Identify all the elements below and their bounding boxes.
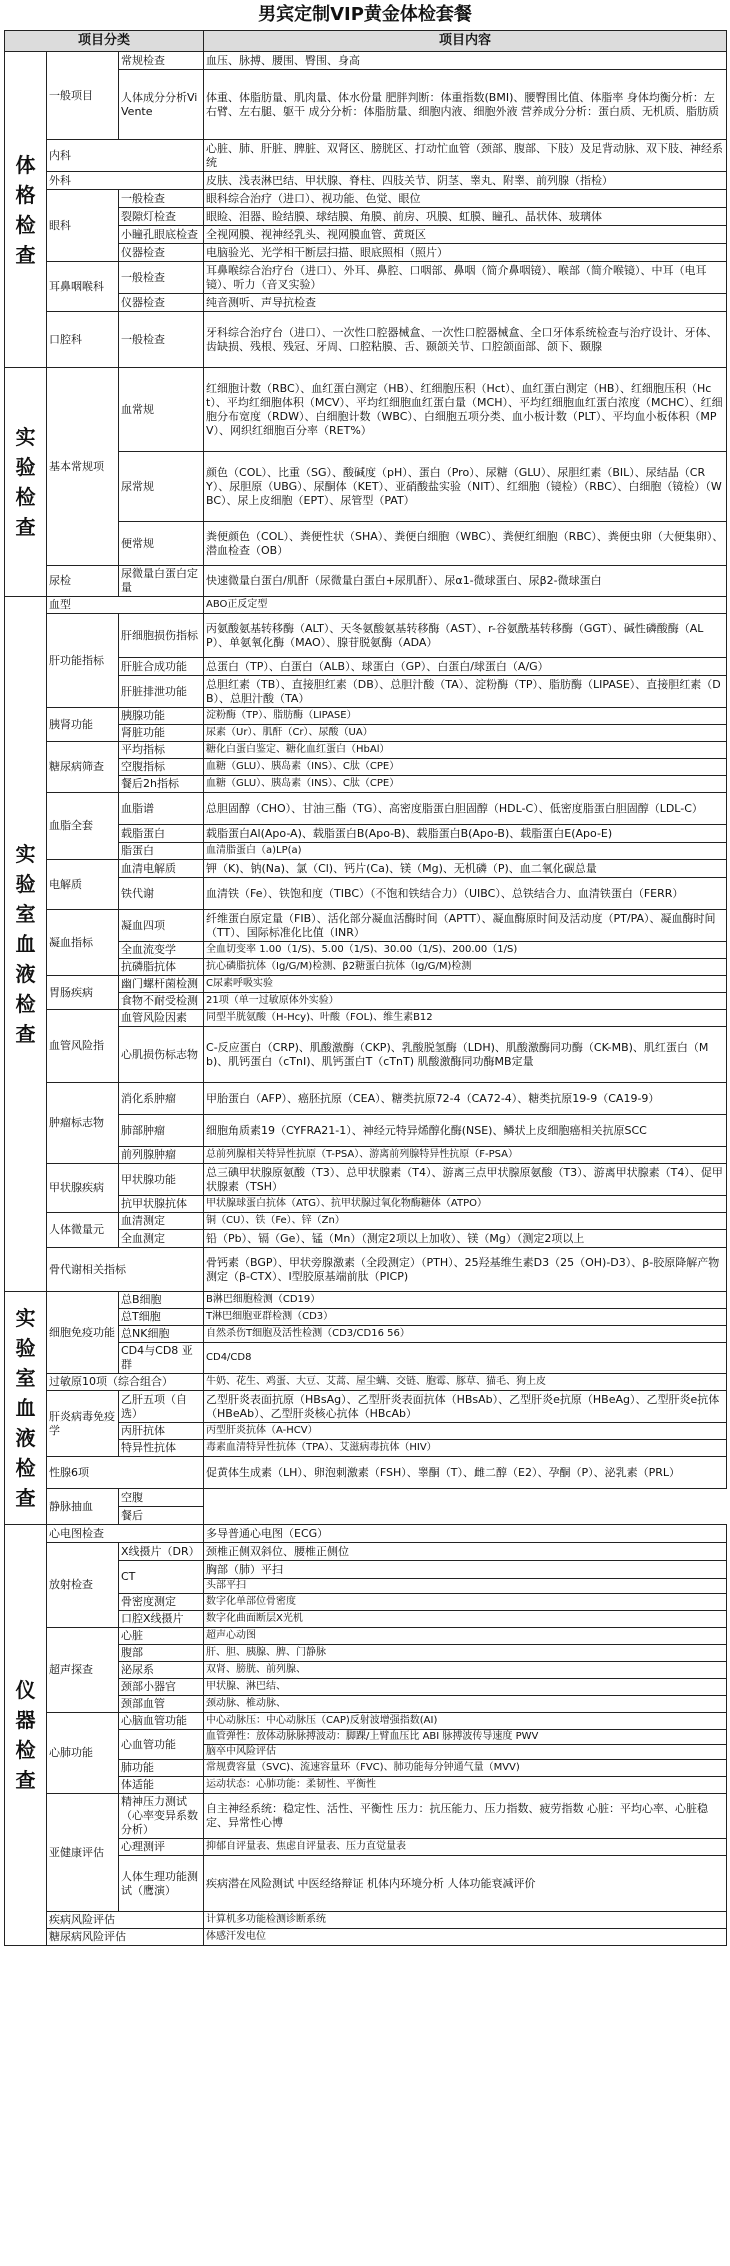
content-cell: 皮肤、浅表淋巴结、甲状腺、脊柱、四肢关节、阴茎、睾丸、附睾、前列腺（指检） <box>204 172 727 190</box>
item-cell: 总NK细胞 <box>119 1326 204 1343</box>
table-row <box>5 1713 727 1730</box>
table-row <box>5 1010 727 1027</box>
item-cell: 全血流变学 <box>119 942 204 959</box>
item-cell: 甲状腺功能 <box>119 1164 204 1196</box>
item-cell: 空腹指标 <box>119 759 204 776</box>
item-cell: 血常规 <box>119 368 204 452</box>
content-cell: 运动状态：心肺功能：柔韧性、平衡性 <box>204 1777 727 1794</box>
item-cell: 仪器检查 <box>119 244 204 262</box>
header-content: 项目内容 <box>204 31 727 52</box>
item-cell: 平均指标 <box>119 742 204 759</box>
subcategory-cell: 尿检 <box>47 566 119 597</box>
table-row <box>5 312 727 368</box>
content-cell: 同型半胱氨酸（H-Hcy)、叶酸（FOL)、维生素B12 <box>204 1010 727 1027</box>
subcategory-cell: 性腺6项 <box>47 1457 204 1489</box>
content-cell: 颈椎正侧双斜位、腰椎正侧位 <box>204 1543 727 1561</box>
item-cell: 前列腺肿瘤 <box>119 1147 204 1164</box>
item-cell: CD4与CD8 亚群 <box>119 1343 204 1374</box>
content-cell: 颈动脉、椎动脉、 <box>204 1696 727 1713</box>
item-cell: 总T细胞 <box>119 1309 204 1326</box>
item-cell: 颈部血管 <box>119 1696 204 1713</box>
table-row <box>5 1929 727 1946</box>
document <box>4 0 726 1946</box>
item-cell: 腹部 <box>119 1645 204 1662</box>
table-row <box>5 140 727 172</box>
content-cell: 淀粉酶（TP）、脂肪酶（LIPASE） <box>204 708 727 725</box>
content-cell: 电脑验光、光学相干断层扫描、眼底照相（照片） <box>204 244 727 262</box>
subcategory-cell: 甲状腺疾病 <box>47 1164 119 1213</box>
content-cell: 体重、体脂肪量、肌肉量、体水份量 肥胖判断：体重指数(BMI)、腰臀围比值、体脂率 身体均衡分析：左右臂、左右腿、躯干 成分分析：体脂肪量、细胞内液、细胞外液 营养成分分析：蛋白质、无机质、脂肪质 <box>204 70 727 140</box>
content-cell: 毒素血清特异性抗体（TPA）、艾滋病毒抗体（HIV） <box>204 1440 727 1457</box>
item-cell: 抗甲状腺抗体 <box>119 1196 204 1213</box>
subcategory-cell: 胃肠疾病 <box>47 976 119 1010</box>
content-cell: 体感汗发电位 <box>204 1929 727 1946</box>
table-row <box>5 172 727 190</box>
subcategory-cell: 血脂全套 <box>47 793 119 860</box>
item-cell: 总B细胞 <box>119 1292 204 1309</box>
item-cell: 人体生理功能测试（鹰演） <box>119 1856 204 1912</box>
content-cell: 血清脂蛋白（a)LP(a) <box>204 843 727 860</box>
item-cell: 裂隙灯检查 <box>119 208 204 226</box>
content-cell: B淋巴细胞检测（CD19） <box>204 1292 727 1309</box>
item-cell: 载脂蛋白 <box>119 825 204 843</box>
item-cell: CT <box>119 1561 204 1594</box>
subcategory-cell: 细胞免疫功能 <box>47 1292 119 1374</box>
item-cell: 尿常规 <box>119 452 204 522</box>
content-cell: 总前列腺相关特异性抗原（T-PSA）、游离前列腺特异性抗原（F-PSA） <box>204 1147 727 1164</box>
table-row <box>5 190 727 208</box>
table-row <box>5 1164 727 1196</box>
item-cell: 骨密度测定 <box>119 1594 204 1611</box>
item-cell: 血清电解质 <box>119 860 204 878</box>
item-cell: 丙肝抗体 <box>119 1423 204 1440</box>
subcategory-cell: 亚健康评估 <box>47 1794 119 1912</box>
content-cell: 耳鼻喉综合治疗台（进口）、外耳、鼻腔、口咽部、鼻咽（简介鼻咽镜）、喉部（简介喉镜）、中耳（电耳镜）、听力（音叉实验） <box>204 262 727 294</box>
item-cell: 一般检查 <box>119 262 204 294</box>
item-cell: 脂蛋白 <box>119 843 204 860</box>
subcategory-cell: 耳鼻咽喉科 <box>47 262 119 312</box>
content-cell: 载脂蛋白Al(Apo-A)、载脂蛋白B(Apo-B)、载脂蛋白B(Apo-B)、载脂蛋白E(Apo-E) <box>204 825 727 843</box>
item-cell: 肺功能 <box>119 1760 204 1777</box>
item-cell: 心理测评 <box>119 1839 204 1856</box>
item-cell: 肝脏合成功能 <box>119 658 204 676</box>
content-cell: 纤维蛋白原定量（FIB）、活化部分凝血活酶时间（APTT）、凝血酶原时间及活动度（PT/PA）、凝血酶时间（TT）、国际标准化比值（INR） <box>204 910 727 942</box>
item-cell: 血清测定 <box>119 1213 204 1230</box>
content-cell: 常规费容量（SVC)、流速容量环（FVC)、肺功能每分钟通气量（MVV) <box>204 1760 727 1777</box>
table-row <box>5 742 727 759</box>
subcategory-cell: 疾病风险评估 <box>47 1912 204 1929</box>
table-row <box>5 597 727 614</box>
subcategory-cell: 放射检查 <box>47 1543 119 1628</box>
subcategory-cell: 一般项目 <box>47 52 119 140</box>
table-header-row <box>5 31 727 52</box>
content-cell: 总三碘甲状腺原氨酸（T3）、总甲状腺素（T4）、游离三点甲状腺原氨酸（T3）、游离甲状腺素（T4）、促甲状腺素（TSH） <box>204 1164 727 1196</box>
content-cell: 自然杀伤T细胞及活性检测（CD3/CD16 56） <box>204 1326 727 1343</box>
table-row <box>5 1213 727 1230</box>
subcategory-cell: 胰肾功能 <box>47 708 119 742</box>
table-row <box>5 910 727 942</box>
subcategory-cell: 心电图检查 <box>47 1525 204 1543</box>
subcategory-cell: 糖尿病风险评估 <box>47 1929 204 1946</box>
content-cell: 数字化单部位骨密度 <box>204 1594 727 1611</box>
subcategory-cell: 静脉抽血 <box>47 1489 119 1525</box>
item-cell: 常规检查 <box>119 52 204 70</box>
content-cell: 颜色（COL）、比重（SG）、酸碱度（pH）、蛋白（Pro）、尿糖（GLU）、尿胆红素（BIL）、尿结晶（CRY）、尿胆原（UBG）、尿酮体（KET）、亚硝酸盐实验（NIT）、红细胞（镜检）（RBC）、白细胞（镜检）（WBC）、尿上皮细胞（EPT）、尿管型（PAT） <box>204 452 727 522</box>
section-label <box>5 1525 47 1946</box>
item-cell: 泌尿系 <box>119 1662 204 1679</box>
item-cell: 心脏 <box>119 1628 204 1645</box>
content-cell: 粪便颜色（COL）、粪便性状（SHA）、粪便白细胞（WBC）、粪便红细胞（RBC）、粪便虫卵（大便集卵）、潜血检查（OB） <box>204 522 727 566</box>
content-cell: 甲胎蛋白（AFP）、癌胚抗原（CEA）、糖类抗原72-4（CA72-4）、糖类抗原19-9（CA19-9） <box>204 1083 727 1115</box>
table-row <box>5 1374 727 1391</box>
item-cell: 肺部肿瘤 <box>119 1115 204 1147</box>
content-cell: 抗心磷脂抗体（Ig/G/M)检测、β2糖蛋白抗体（Ig/G/M)检测 <box>204 959 727 976</box>
content-cell: 自主神经系统：稳定性、活性、平衡性 压力：抗压能力、压力指数、疲劳指数 心脏：平均心率、心脏稳定、异常性心博 <box>204 1794 727 1839</box>
content-cell: 多导普通心电图（ECG） <box>204 1525 727 1543</box>
content-cell: 快速微量白蛋白/肌酐（尿微量白蛋白+尿肌酐）、尿α1-微球蛋白、尿β2-微球蛋白 <box>204 566 727 597</box>
package-table <box>4 30 727 1946</box>
item-cell: 便常规 <box>119 522 204 566</box>
content-cell: 细胞角质素19（CYFRA21-1）、神经元特异烯醇化酶(NSE)、鳞状上皮细胞癌相关抗原SCC <box>204 1115 727 1147</box>
table-row <box>5 614 727 658</box>
subcategory-cell: 肝炎病毒免疫学 <box>47 1391 119 1457</box>
content-cell: 甲状腺、淋巴结、 <box>204 1679 727 1696</box>
content-cell: 全视网膜、视神经乳头、视网膜血管、黄斑区 <box>204 226 727 244</box>
subcategory-cell: 糖尿病筛查 <box>47 742 119 793</box>
item-cell: 小瞳孔眼底检查 <box>119 226 204 244</box>
table-row <box>5 860 727 878</box>
item-cell: 肝细胞损伤指标 <box>119 614 204 658</box>
item-cell: 餐后2h指标 <box>119 776 204 793</box>
content-cell: 血管弹性：放体动脉脉搏波动：脚踝/上臂血压比 ABI 脉搏波传导速度 PWV <box>204 1730 727 1745</box>
content-cell: 骨钙素（BGP）、甲状旁腺激素（全段测定）（PTH）、25羟基维生素D3（25（OH)-D3）、β-胶原降解产物测定（β-CTX）、Ⅰ型胶原基端前肽（PICP) <box>204 1248 727 1292</box>
content-cell: T淋巴细胞亚群检测（CD3） <box>204 1309 727 1326</box>
item-cell: 肝脏排泄功能 <box>119 676 204 708</box>
content-cell: 超声心动图 <box>204 1628 727 1645</box>
table-row <box>5 1457 727 1489</box>
page-title: 男宾定制VIP黄金体检套餐 <box>258 4 472 25</box>
content-cell: 红细胞计数（RBC）、血红蛋白测定（HB）、红细胞压积（Hct）、血红蛋白测定（HB）、红细胞压积（Hct）、平均红细胞体积（MCV）、平均红细胞血红蛋白量（MCH）、平均红细胞血红蛋白浓度（MCHC）、红细胞分布宽度（RDW）、白细胞计数（WBC）、白细胞五项分类、血小板计数（PLT）、平均血小板体积（MPV）、网织红细胞百分率（RET%） <box>204 368 727 452</box>
content-cell: 总胆红素（TB）、直接胆红素（DB）、总胆汁酸（TA）、淀粉酶（TP）、脂肪酶（LIPASE）、直接胆红素（DB）、总胆汁酸（TA） <box>204 676 727 708</box>
item-cell: 体适能 <box>119 1777 204 1794</box>
item-cell: 心脑血管功能 <box>119 1713 204 1730</box>
table-row <box>5 976 727 993</box>
subcategory-cell: 骨代谢相关指标 <box>47 1248 204 1292</box>
content-cell: 丙氨酸氨基转移酶（ALT）、天冬氨酸氨基转移酶（AST）、r-谷氨酰基转移酶（GGT）、碱性磷酸酶（ALP）、单氨氧化酶（MAO）、腺苷脱氨酶（ADA） <box>204 614 727 658</box>
table-row <box>5 52 727 70</box>
content-cell: 血糖（GLU）、胰岛素（INS）、C肽（CPE） <box>204 776 727 793</box>
item-cell: 血脂谱 <box>119 793 204 825</box>
item-cell: 颈部小器官 <box>119 1679 204 1696</box>
content-cell: 心脏、肺、肝脏、脾脏、双肾区、膀胱区、打动忙血管（颈部、腹部、下肢）及足背动脉、双下肢、神经系统 <box>204 140 727 172</box>
content-cell: ABO正反定型 <box>204 597 727 614</box>
table-row <box>5 1794 727 1839</box>
section-name: 实验室血液检查 <box>15 1306 36 1510</box>
content-cell: 铜（CU）、铁（Fe）、锌（Zn） <box>204 1213 727 1230</box>
section-label <box>5 597 47 1292</box>
content-cell: 牛奶、花生、鸡蛋、大豆、艾蒿、屋尘螨、交链、胞霉、豚草、猫毛、狗上皮 <box>204 1374 727 1391</box>
subcategory-cell: 人体微量元 <box>47 1213 119 1248</box>
table-row <box>5 708 727 725</box>
content-cell: 甲状腺球蛋白抗体（ATG）、抗甲状腺过氧化物酶糖体（ATPO） <box>204 1196 727 1213</box>
item-cell: 铁代谢 <box>119 878 204 910</box>
content-cell: 肝、胆、胰腺、脾、门静脉 <box>204 1645 727 1662</box>
item-cell: 抗磷脂抗体 <box>119 959 204 976</box>
item-cell: 乙肝五项（自选） <box>119 1391 204 1423</box>
table-row <box>5 1628 727 1645</box>
content-cell: 胸部（肺）平扫 <box>204 1561 727 1579</box>
item-cell: 幽门螺杆菌检测 <box>119 976 204 993</box>
content-cell: 血糖（GLU）、胰岛素（INS）、C肽（CPE） <box>204 759 727 776</box>
section-label <box>5 52 47 368</box>
table-row <box>5 262 727 294</box>
content-cell: 糖化白蛋白鉴定、糖化血红蛋白（HbAl） <box>204 742 727 759</box>
content-cell: CD4/CD8 <box>204 1343 727 1374</box>
table-row <box>5 1489 727 1507</box>
table-row <box>5 1912 727 1929</box>
content-cell: 21项（单一过敏原体外实验） <box>204 993 727 1010</box>
subcategory-cell: 眼科 <box>47 190 119 262</box>
table-row <box>5 1292 727 1309</box>
section-name: 体格检查 <box>15 152 36 267</box>
subcategory-cell: 血管风险指 <box>47 1010 119 1083</box>
subcategory-cell: 肿瘤标志物 <box>47 1083 119 1164</box>
subcategory-cell: 电解质 <box>47 860 119 910</box>
table-row <box>5 566 727 597</box>
section-name: 仪器检查 <box>15 1678 36 1792</box>
content-cell: C-反应蛋白（CRP)、肌酸激酶（CKP)、乳酸脱氢酶（LDH)、肌酸激酶同功酶（CK-MB)、肌红蛋白（Mb)、肌钙蛋白（cTnI)、肌钙蛋白T（cTnT) 肌酸激酶同功酶MB定量 <box>204 1027 727 1083</box>
item-cell: 尿微量白蛋白定量 <box>119 566 204 597</box>
item-cell: 特异性抗体 <box>119 1440 204 1457</box>
table-row <box>5 1391 727 1423</box>
subcategory-cell: 口腔科 <box>47 312 119 368</box>
item-cell: 人体成分分析ViVente <box>119 70 204 140</box>
item-cell: 食物不耐受检测 <box>119 993 204 1010</box>
section-label <box>5 1292 47 1525</box>
content-cell: 全血切变率 1.00（1/S)、5.00（1/S)、30.00（1/S)、200.00（1/S) <box>204 942 727 959</box>
content-cell: 眼睑、泪器、睑结膜、球结膜、角膜、前房、巩膜、虹膜、瞳孔、晶状体、玻璃体 <box>204 208 727 226</box>
content-cell: 餐后 <box>119 1507 204 1525</box>
section-name: 实验室血液检查 <box>15 842 36 1046</box>
subcategory-cell: 凝血指标 <box>47 910 119 976</box>
subcategory-cell: 内科 <box>47 140 204 172</box>
content-cell: 牙科综合治疗台（进口）、一次性口腔器械盒、一次性口腔器械盒、全口牙体系统检查与治疗设计、牙体、齿缺损、残根、残冠、牙周、口腔粘膜、舌、颞颌关节、口腔颌面部、颌下、颞腺 <box>204 312 727 368</box>
content-cell: 总胆固醇（CHO）、甘油三酯（TG）、高密度脂蛋白胆固醇（HDL-C）、低密度脂蛋白胆固醇（LDL-C） <box>204 793 727 825</box>
item-cell: 肾脏功能 <box>119 725 204 742</box>
content-cell: 丙型肝炎抗体（A-HCV） <box>204 1423 727 1440</box>
subcategory-cell: 超声探查 <box>47 1628 119 1713</box>
content-cell: 疾病潜在风险测试 中医经络辩证 机体内环境分析 人体功能衰减评价 <box>204 1856 727 1912</box>
item-cell: 凝血四项 <box>119 910 204 942</box>
item-cell: 全血测定 <box>119 1230 204 1248</box>
table-row <box>5 793 727 825</box>
subcategory-cell: 外科 <box>47 172 204 190</box>
content-cell: 双肾、膀胱、前列腺、 <box>204 1662 727 1679</box>
content-cell: 空腹 <box>119 1489 204 1507</box>
content-cell: 眼科综合治疗（进口）、视功能、色觉、眼位 <box>204 190 727 208</box>
item-cell: 心肌损伤标志物 <box>119 1027 204 1083</box>
content-cell: 尿素（Ur）、肌酐（Cr）、尿酸（UA） <box>204 725 727 742</box>
content-cell: 血压、脉搏、腰围、臀围、身高 <box>204 52 727 70</box>
content-cell: 钾（K)、钠(Na)、氯（Cl)、钙片(Ca)、镁（Mg)、无机磷（P)、血二氧化碳总量 <box>204 860 727 878</box>
content-cell: 纯音测听、声导抗检查 <box>204 294 727 312</box>
content-cell: 中心动脉压：中心动脉压（CAP)反射波增强指数(AI) <box>204 1713 727 1730</box>
item-cell: 消化系肿瘤 <box>119 1083 204 1115</box>
table-row <box>5 1248 727 1292</box>
item-cell: X线摄片（DR） <box>119 1543 204 1561</box>
content-cell: 数字化曲面断层X光机 <box>204 1611 727 1628</box>
content-cell: 血清铁（Fe）、铁饱和度（TIBC）（不饱和铁结合力）（UIBC）、总铁结合力、血清铁蛋白（FERR） <box>204 878 727 910</box>
content-cell: 头部平扫 <box>204 1579 727 1594</box>
table-row <box>5 368 727 452</box>
item-cell: 仪器检查 <box>119 294 204 312</box>
item-cell: 一般检查 <box>119 190 204 208</box>
table-row <box>5 1543 727 1561</box>
content-cell: 抑郁自评量表、焦虑自评量表、压力直觉量表 <box>204 1839 727 1856</box>
table-row <box>5 1525 727 1543</box>
item-cell: 一般检查 <box>119 312 204 368</box>
subcategory-cell: 血型 <box>47 597 204 614</box>
item-cell: 血管风险因素 <box>119 1010 204 1027</box>
content-cell: 脑卒中风险评估 <box>204 1745 727 1760</box>
content-cell: 促黄体生成素（LH）、卵泡刺激素（FSH）、睾酮（T）、雌二醇（E2）、孕酮（P）、泌乳素（PRL） <box>204 1457 727 1489</box>
item-cell: 精神压力测试（心率变异系数分析） <box>119 1794 204 1839</box>
header-category: 项目分类 <box>5 31 204 52</box>
item-cell: 口腔X线摄片 <box>119 1611 204 1628</box>
content-cell: 总蛋白（TP）、白蛋白（ALB）、球蛋白（GP）、白蛋白/球蛋白（A/G） <box>204 658 727 676</box>
content-cell: 铅（Pb）、镉（Ge）、锰（Mn）（测定2项以上加收）、镁（Mg）（测定2项以上 <box>204 1230 727 1248</box>
subcategory-cell: 过敏原10项（综合组合） <box>47 1374 204 1391</box>
item-cell: 胰腺功能 <box>119 708 204 725</box>
section-name: 实验检查 <box>15 425 36 539</box>
content-cell: 计算机多功能检测诊断系统 <box>204 1912 727 1929</box>
content-cell: 乙型肝炎表面抗原（HBsAg）、乙型肝炎表面抗体（HBsAb）、乙型肝炎e抗原（HBeAg）、乙型肝炎e抗体（HBeAb）、乙型肝炎核心抗体（HBcAb） <box>204 1391 727 1423</box>
subcategory-cell: 肝功能指标 <box>47 614 119 708</box>
subcategory-cell: 心肺功能 <box>47 1713 119 1794</box>
content-cell: C尿素呼吸实验 <box>204 976 727 993</box>
section-label <box>5 368 47 597</box>
table-row <box>5 1083 727 1115</box>
item-cell: 心血管功能 <box>119 1730 204 1760</box>
subcategory-cell: 基本常规项 <box>47 368 119 566</box>
